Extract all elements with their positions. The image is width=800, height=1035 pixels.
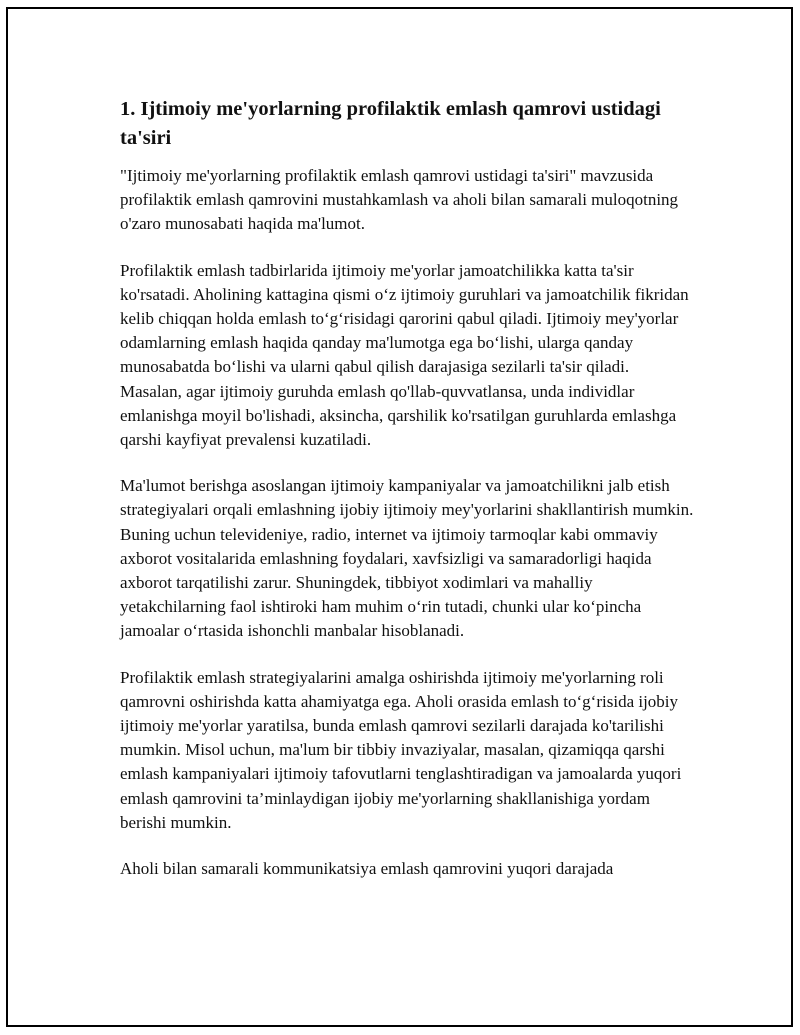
paragraph-communication: Aholi bilan samarali kommunikatsiya emlash qamrovini yuqori darajada [120,859,614,879]
paragraph-intro: "Ijtimoiy me'yorlarning profilaktik emlash qamrovi ustidagi ta'siri" mavzusida profilaktik emlash qamrovini mustahkamlash va aholi bilan samarali muloqotning o'zaro munosabati haqida ma'lumot. [120,166,679,234]
paragraph-campaigns: Ma'lumot berishga asoslangan ijtimoiy kampaniyalar va jamoatchilikni jalb etish strategiyalari orqali emlashning ijobiy ijtimoiy mey'yorlarini shakllantirish mumkin. Buning uchun televideniye, radio, internet va ijtimoiy tarmoqlar kabi ommaviy axborot vositalarida emlashning foydalari, xavfsizligi va samaradorligi haqida axborot tarqatilishi zarur. Shuningdek, tibbiyot xodimlari va mahalliy yetakchilarning faol ishtiroki ham muhim o‘rin tutadi, chunki ular ko‘pincha jamoalar o‘rtasida ishonchli manbalar hisoblanadi. [120,476,694,641]
document-body [120,95,695,903]
paragraph-social-norms-influence: Profilaktik emlash tadbirlarida ijtimoiy me'yorlar jamoatchilikka katta ta'sir ko'rsatadi. Aholining kattagina qismi o‘z ijtimoiy guruhlari va jamoatchilik fikridan kelib chiqqan holda emlash to‘g‘risidagi qarorini qabul qiladi. Ijtimoiy mey'yorlar odamlarning emlash haqida qanday ma'lumotga ega bo‘lishi, ularga qanday munosabatda bo‘lishi va ularni qabul qilish darajasiga sezilarli ta'sir qiladi. Masalan, agar ijtimoiy guruhda emlash qo'llab-quvvatlansa, unda individlar emlanishga moyil bo'lishadi, aksincha, qarshilik ko'rsatilgan guruhlarda emlashga qarshi kayfiyat prevalensi kuzatiladi. [120,260,689,450]
document-page [6,7,793,1027]
paragraph-strategies: Profilaktik emlash strategiyalarini amalga oshirishda ijtimoiy me'yorlarning roli qamrovni oshirishda katta ahamiyatga ega. Aholi orasida emlash to‘g‘risida ijobiy ijtimoiy me'yorlar yaratilsa, bunda emlash qamrovi sezilarli darajada ko'tarilishi mumkin. Misol uchun, ma'lum bir tibbiy invaziyalar, masalan, qizamiqqa qarshi emlash kampaniyalari ijtimoiy tafovutlarni tenglashtiradigan va jamoalarda yuqori emlash qamrovini ta’minlaydigan ijobiy me'yorlarning shakllanishiga yordam berishi mumkin. [120,667,682,832]
section-heading: 1. Ijtimoiy me'yorlarning profilaktik emlash qamrovi ustidagi ta'siri [120,98,661,149]
